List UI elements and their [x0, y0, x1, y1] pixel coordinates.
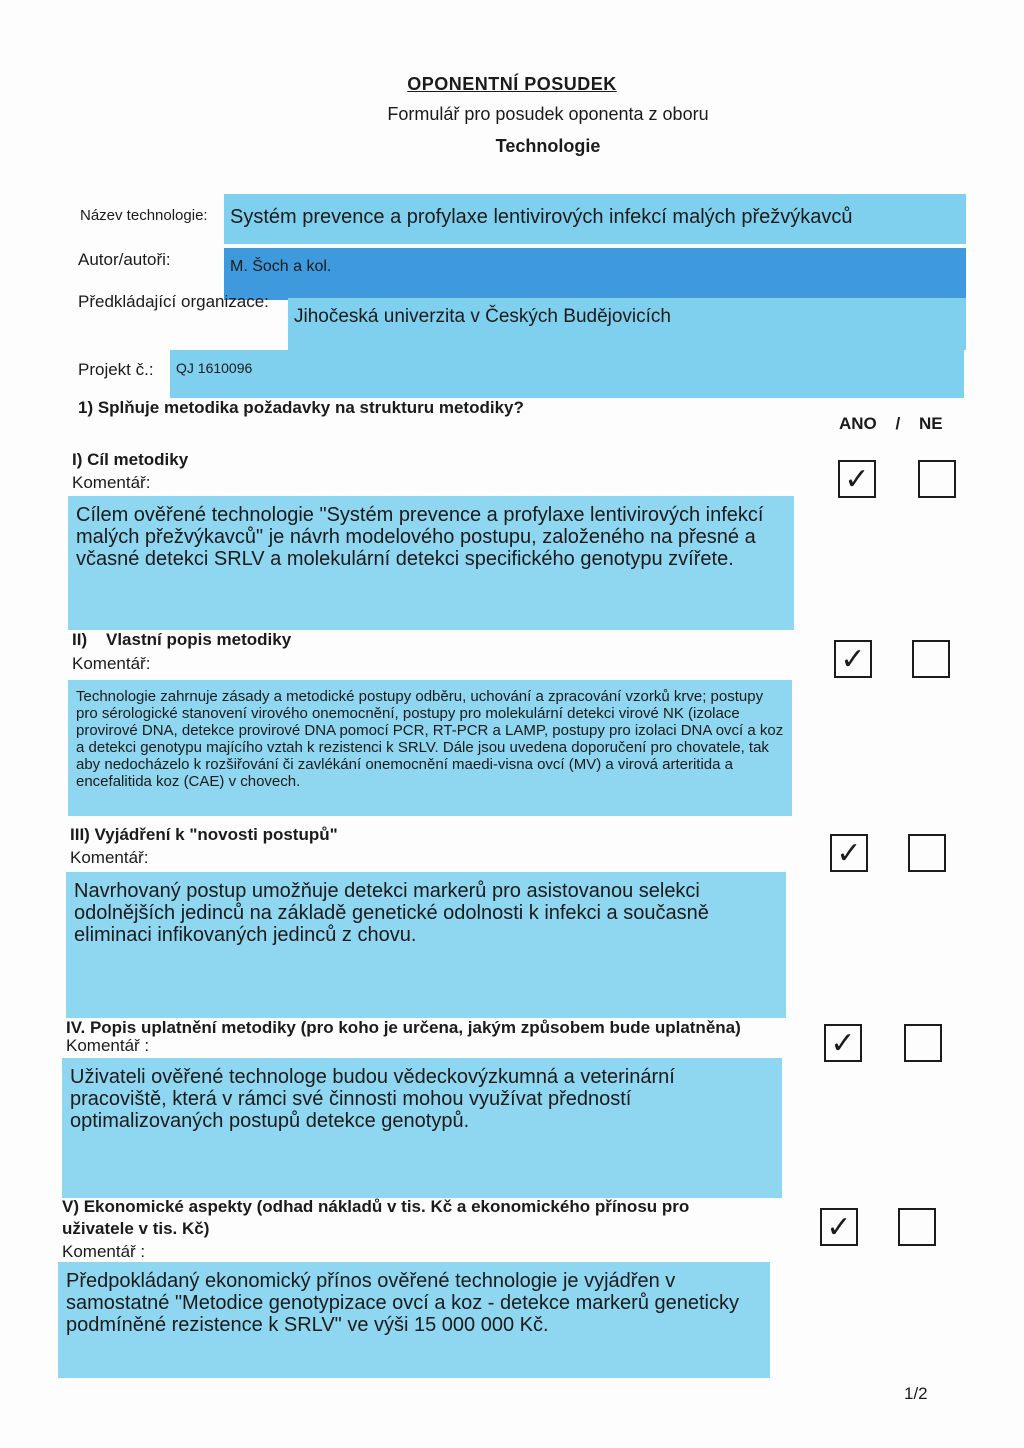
section-1-comment-label: Komentář: — [72, 473, 151, 492]
section-3-comment-box[interactable] — [66, 872, 786, 1018]
section-2-title: II) Vlastní popis metodiky — [72, 630, 292, 649]
answer-header — [839, 414, 943, 434]
section-5-no-checkbox[interactable] — [898, 1208, 936, 1246]
section-4-no-checkbox[interactable] — [904, 1024, 942, 1062]
section-2-comment-box[interactable] — [68, 680, 792, 816]
check-icon: ✓ — [836, 837, 862, 870]
section-2-comment-text: Technologie zahrnuje zásady a metodické postupy odběru, uchování a zpracování vzorků krve; postupy pro sérologické stanovení virového onemocnění, postupy pro molekulární detekci virové NK (izolace provirové DNA, detekce provirové DNA pomocí PCR, RT-PCR a LAMP, postupy pro izolaci DNA ovcí a koz a detekci genotypu majícího vztah k rezistenci k SRLV. Dále jsou uvedena doporučení pro chovatele, tak aby nedocházelo k rozšiřování či zavlékání onemocnění maedi-visna ovcí (MV) a virová arteritida a encefalitida koz (CAE) v chovech. — [76, 688, 784, 790]
section-2-yes-checkbox[interactable] — [834, 640, 872, 678]
question-1: 1) Splňuje metodika požadavky na strukturu metodiky? — [78, 398, 524, 417]
check-icon: ✓ — [844, 463, 870, 496]
section-1-no-checkbox[interactable] — [918, 460, 956, 498]
org-label: Předkládající organizace: — [78, 292, 269, 311]
name-field[interactable] — [224, 194, 966, 244]
section-5-comment-label: Komentář : — [62, 1242, 146, 1261]
section-4-title: IV. Popis uplatnění metodiky (pro koho je určena, jakým způsobem bude uplatněna) — [66, 1018, 741, 1037]
project-value: QJ 1610096 — [176, 360, 253, 376]
section-4-comment-box[interactable] — [62, 1058, 782, 1198]
author-field[interactable] — [224, 248, 966, 300]
org-field[interactable] — [288, 298, 966, 350]
project-label: Projekt č.: — [78, 360, 154, 379]
check-icon: ✓ — [830, 1027, 856, 1060]
name-value: Systém prevence a profylaxe lentivirových infekcí malých přežvýkavců — [230, 206, 853, 228]
section-4-yes-checkbox[interactable] — [824, 1024, 862, 1062]
org-value: Jihočeská univerzita v Českých Budějovicích — [294, 306, 672, 327]
section-2-comment-label: Komentář: — [72, 654, 151, 673]
section-4-comment-text: Uživateli ověřené technologe budou vědeckovýzkumná a veterinární pracoviště, která v rámci své činnosti mohou využívat předností optimalizovaných postupů detekce genotypů. — [70, 1066, 675, 1132]
form-field: Technologie — [495, 136, 601, 156]
section-3-title: III) Vyjádření k "novosti postupů" — [70, 825, 338, 844]
author-value: M. Šoch a kol. — [230, 258, 332, 275]
name-label: Název technologie: — [80, 207, 208, 224]
author-label: Autor/autoři: — [78, 250, 171, 269]
form-title: OPONENTNÍ POSUDEK — [407, 74, 617, 94]
check-icon: ✓ — [840, 643, 866, 676]
answer-no-label: NE — [918, 414, 943, 433]
section-1-yes-checkbox[interactable] — [838, 460, 876, 498]
page-number: 1/2 — [904, 1384, 928, 1403]
section-3-comment-label: Komentář: — [70, 848, 149, 867]
answer-yes-label: ANO — [839, 414, 877, 433]
project-field[interactable] — [170, 350, 964, 398]
section-5-yes-checkbox[interactable] — [820, 1208, 858, 1246]
section-3-no-checkbox[interactable] — [908, 834, 946, 872]
section-5-comment-text: Předpokládaný ekonomický přínos ověřené technologie je vyjádřen v samostatné "Metodice genotypizace ovcí a koz - detekce markerů geneticky podmíněné rezistence k SRLV" ve výši 15 000 000 Kč. — [66, 1270, 739, 1336]
section-1-title: I) Cíl metodiky — [72, 450, 189, 469]
section-3-yes-checkbox[interactable] — [830, 834, 868, 872]
section-3-comment-text: Navrhovaný postup umožňuje detekci markerů pro asistovanou selekci odolnějších jedinců na základě genetické odolnosti k infekci a současně eliminaci infikovaných jedinců z chovu. — [74, 880, 709, 946]
section-5-title: V) Ekonomické aspekty (odhad nákladů v tis. Kč a ekonomického přínosu pro uživatele v tis. Kč) — [62, 1197, 690, 1238]
answer-sep: / — [895, 414, 901, 433]
form-subtitle: Formulář pro posudek oponenta z oboru — [387, 104, 709, 124]
section-1-comment-box[interactable] — [68, 496, 794, 630]
check-icon: ✓ — [826, 1211, 852, 1244]
section-4-comment-label: Komentář : — [66, 1036, 150, 1055]
section-5-comment-box[interactable] — [58, 1262, 770, 1378]
section-1-comment-text: Cílem ověřené technologie "Systém prevence a profylaxe lentivirových infekcí malých přežvýkavců" je návrh modelového postupu, založeného na přesné a včasné detekci SRLV a molekulární detekci specifického genotypu zvířete. — [76, 504, 764, 570]
section-2-no-checkbox[interactable] — [912, 640, 950, 678]
